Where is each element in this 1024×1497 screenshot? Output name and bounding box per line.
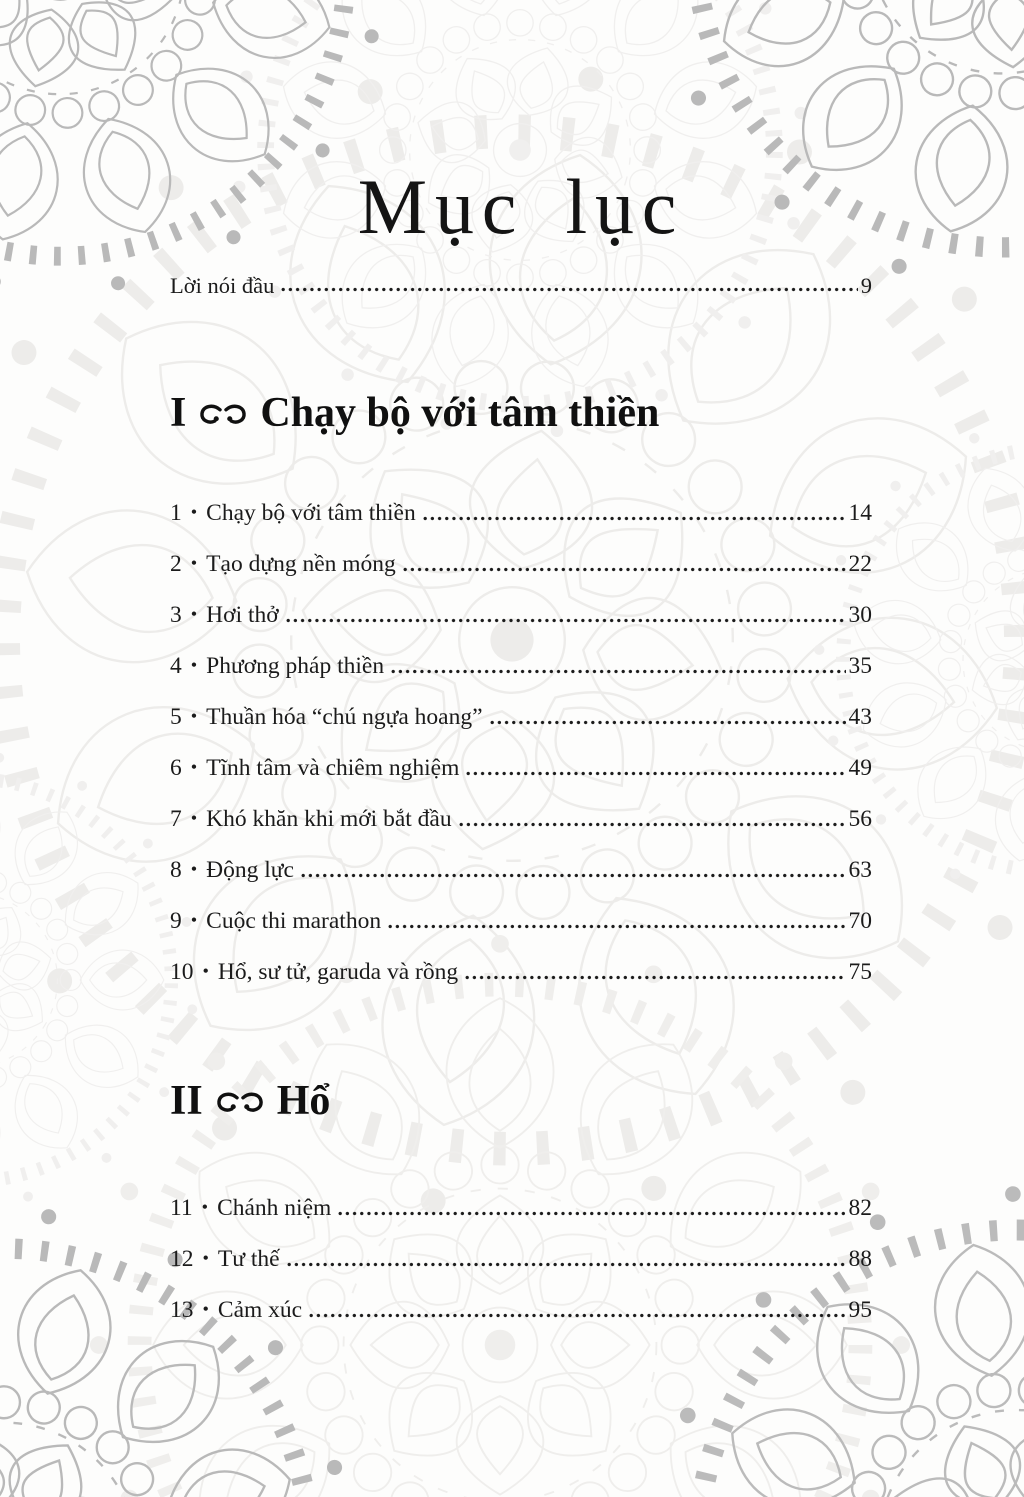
- entry-number: 8: [170, 857, 182, 883]
- entry-page-number: 30: [848, 602, 872, 628]
- bullet-separator: •: [202, 961, 209, 981]
- entry-page-number: 43: [848, 704, 872, 730]
- bullet-separator: •: [190, 757, 198, 777]
- entry-number: 10: [170, 959, 194, 985]
- bullet-separator: •: [190, 604, 198, 624]
- entry-title: Tạo dựng nền móng: [206, 551, 396, 577]
- bullet-separator: •: [190, 655, 198, 675]
- entry-title: Chạy bộ với tâm thiền: [206, 500, 416, 526]
- entry-page-number: 49: [848, 755, 872, 781]
- section-title: Chạy bộ với tâm thiền: [260, 390, 660, 436]
- section-title: Hổ: [276, 1078, 331, 1124]
- entry-page-number: 56: [848, 806, 872, 832]
- entry-number: 12: [170, 1246, 194, 1272]
- dot-leader: [388, 924, 845, 929]
- section-heading: [170, 388, 659, 438]
- toc-entry-row: [170, 1245, 872, 1274]
- bullet-separator: •: [190, 553, 198, 573]
- entry-number: 2: [170, 551, 182, 577]
- entry-title: Tư thế: [217, 1246, 280, 1272]
- entry-page-number: 14: [848, 500, 872, 526]
- bullet-separator: •: [201, 1197, 209, 1217]
- dot-leader: [403, 567, 846, 572]
- entry-title: Cuộc thi marathon: [206, 908, 382, 934]
- dot-leader: [423, 516, 846, 521]
- entry-number: 9: [170, 908, 182, 934]
- entry-title: Thuần hóa “chú ngựa hoang”: [206, 704, 483, 730]
- preface-label: Lời nói đầu: [170, 273, 275, 298]
- double-curl-ornament-icon: [216, 1091, 264, 1115]
- entry-number: 7: [170, 806, 182, 832]
- entry-title: Động lực: [206, 857, 294, 883]
- entry-title: Phương pháp thiền: [206, 653, 385, 679]
- entry-number: 5: [170, 704, 182, 730]
- section-numeral: I: [170, 390, 187, 436]
- dot-leader: [309, 1313, 845, 1318]
- preface-row: [170, 272, 872, 299]
- bullet-separator: •: [190, 706, 198, 726]
- entry-title: Chánh niệm: [217, 1195, 332, 1221]
- entry-page-number: 22: [848, 551, 872, 577]
- toc-entry-row: [170, 856, 872, 885]
- entry-title: Hơi thở: [206, 602, 279, 628]
- toc-entry-row: [170, 1296, 872, 1325]
- dot-leader: [286, 618, 846, 623]
- entry-number: 13: [170, 1297, 194, 1323]
- entry-page-number: 75: [848, 959, 872, 985]
- bullet-separator: •: [202, 1248, 209, 1268]
- toc-entry-row: [170, 907, 872, 936]
- toc-entry-row: [170, 499, 872, 528]
- dot-leader: [301, 873, 846, 878]
- bullet-separator: •: [202, 1299, 209, 1319]
- entry-title: Hổ, sư tử, garuda và rồng: [217, 959, 459, 985]
- entry-page-number: 70: [848, 908, 872, 934]
- bullet-separator: •: [190, 808, 198, 828]
- entry-title: Tĩnh tâm và chiêm nghiệm: [206, 755, 460, 781]
- entry-page-number: 95: [848, 1297, 872, 1323]
- entry-page-number: 35: [848, 653, 872, 679]
- entry-number: 6: [170, 755, 182, 781]
- dot-leader: [459, 822, 846, 827]
- dot-leader: [281, 287, 857, 292]
- dot-leader: [391, 669, 845, 674]
- toc-entry-row: [170, 601, 872, 630]
- preface-page-number: 9: [860, 273, 872, 298]
- section-entry-list: [170, 499, 872, 1009]
- entry-number: 1: [170, 500, 182, 526]
- toc-entry-row: [170, 652, 872, 681]
- dot-leader: [338, 1211, 845, 1216]
- dot-leader: [465, 975, 845, 980]
- bullet-separator: •: [190, 502, 198, 522]
- entry-page-number: 82: [848, 1195, 872, 1221]
- section-entry-list: [170, 1194, 872, 1347]
- entry-page-number: 63: [848, 857, 872, 883]
- dot-leader: [466, 771, 845, 776]
- entry-number: 11: [170, 1195, 193, 1221]
- bullet-separator: •: [190, 910, 198, 930]
- entry-number: 3: [170, 602, 182, 628]
- dot-leader: [490, 720, 846, 725]
- page-title: Mục lục: [357, 163, 685, 250]
- entry-page-number: 88: [848, 1246, 872, 1272]
- entry-number: 4: [170, 653, 182, 679]
- toc-entry-row: [170, 805, 872, 834]
- toc-entry-row: [170, 754, 872, 783]
- entry-title: Cảm xúc: [217, 1297, 303, 1323]
- section-numeral: II: [170, 1078, 203, 1124]
- bullet-separator: •: [190, 859, 198, 879]
- toc-entry-row: [170, 958, 872, 987]
- dot-leader: [287, 1262, 846, 1267]
- toc-entry-row: [170, 1194, 872, 1223]
- entry-title: Khó khăn khi mới bắt đầu: [206, 806, 452, 832]
- double-curl-ornament-icon: [199, 403, 247, 427]
- toc-entry-row: [170, 550, 872, 579]
- toc-entry-row: [170, 703, 872, 732]
- toc-content: [170, 0, 872, 1497]
- section-heading: [170, 1076, 330, 1126]
